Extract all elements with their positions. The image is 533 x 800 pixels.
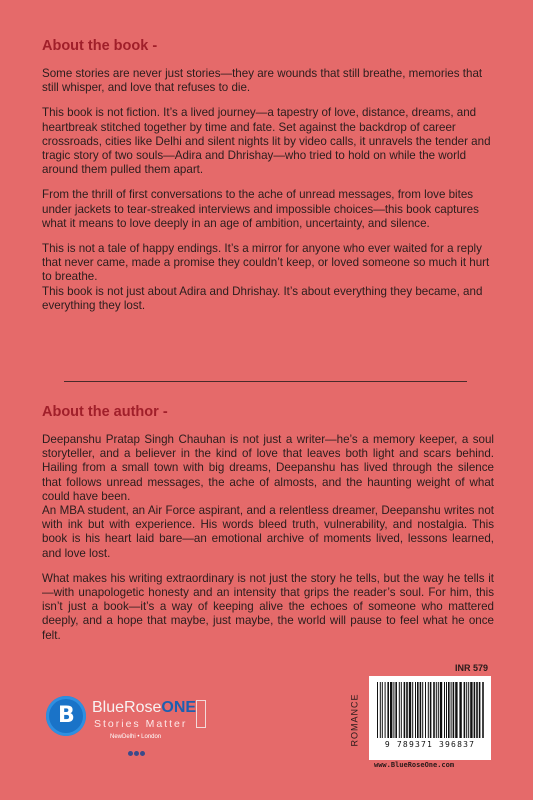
facebook-icon bbox=[134, 751, 139, 756]
book-paragraph-4: This is not a tale of happy endings. It’s a mirror for anyone who ever waited for a reply that never came, made a promise they couldn’t keep, or loved someone so much it hurt to breathe. bbox=[42, 242, 490, 284]
genre-label bbox=[348, 680, 360, 760]
book-paragraph-3: From the thrill of first conversations to the ache of unread messages, from love bites under jackets to tear-streaked interviews and impossible choices—this book captures what it means to love deeply in an age of ambition, uncertainty, and silence. bbox=[42, 188, 479, 230]
barcode-bar bbox=[399, 682, 400, 738]
barcode-bar bbox=[422, 682, 423, 738]
barcode-bar bbox=[474, 682, 476, 738]
barcode-bar bbox=[446, 682, 447, 738]
publisher-url: www.BlueRoseOne.com bbox=[374, 761, 455, 769]
barcode-bar bbox=[387, 682, 389, 738]
barcode-bar bbox=[459, 682, 461, 738]
barcode-bar bbox=[440, 682, 442, 738]
isbn-number: 9 789371 396837 bbox=[384, 740, 476, 749]
barcode-bar bbox=[479, 682, 481, 738]
barcode-bar bbox=[448, 682, 450, 738]
publisher-cities: NewDelhi • London bbox=[110, 734, 162, 740]
barcode-bar bbox=[451, 682, 452, 738]
barcode-bar bbox=[420, 682, 422, 738]
social-icons bbox=[128, 743, 146, 761]
author-paragraph-2: An MBA student, an Air Force aspirant, and a relentless dreamer, Deepanshu writes not with ink but with experience. His words bleed truth, vulnerability, and nostalgia. This book is his heart laid bare—an emotional archive of moments lived, lessons learned, and love lost. bbox=[42, 504, 494, 560]
barcode-bar bbox=[401, 682, 402, 738]
section-divider bbox=[64, 381, 467, 382]
book-paragraph-2: This book is not fiction. It’s a lived journey—a tapestry of love, distance, dreams, and heartbreak stitched together by time and fate. Set against the backdrop of career crossroads, cities like Delhi and silent nights lit by video calls, it unravels the tender and tragic story of two souls—Adira and Dhrishay—who tried to hold on while the world around them pulled them apart. bbox=[42, 106, 491, 177]
barcode-bar bbox=[425, 682, 426, 738]
publisher-name-accent: ONE bbox=[161, 699, 197, 716]
price-label: INR 579 bbox=[455, 663, 489, 673]
barcode-bar bbox=[438, 682, 439, 738]
barcode-bar bbox=[415, 682, 416, 738]
barcode-bar bbox=[455, 682, 457, 738]
barcode-bar bbox=[444, 682, 445, 738]
about-author-section bbox=[42, 404, 494, 643]
barcode-bar bbox=[377, 682, 378, 738]
x-icon bbox=[140, 751, 145, 756]
barcode-bar bbox=[417, 682, 419, 738]
publisher-name-main: BlueRose bbox=[92, 699, 162, 716]
barcode-bar bbox=[433, 682, 435, 738]
barcode-bar bbox=[412, 682, 413, 738]
isbn-barcode bbox=[375, 682, 485, 738]
barcode-bar bbox=[464, 682, 466, 738]
barcode-bar bbox=[468, 682, 469, 738]
about-book-section bbox=[42, 38, 494, 313]
book-paragraph-5: This book is not just about Adira and Dhrishay. It’s about everything they became, and everything they lost. bbox=[42, 284, 483, 312]
publisher-logo bbox=[46, 696, 276, 776]
logo-letter: B bbox=[58, 703, 75, 728]
barcode-bar bbox=[466, 682, 467, 738]
barcode-bar bbox=[382, 682, 383, 738]
barcode-bar bbox=[404, 682, 406, 738]
genre-text: ROMANCE bbox=[349, 693, 360, 747]
barcode-bar bbox=[380, 682, 381, 738]
barcode-bar bbox=[428, 682, 429, 738]
barcode-bar bbox=[390, 682, 392, 738]
barcode-bar bbox=[436, 682, 437, 738]
publisher-name bbox=[92, 699, 196, 717]
barcode-bar bbox=[453, 682, 455, 738]
barcode-bar bbox=[470, 682, 472, 738]
logo-b-icon bbox=[46, 696, 86, 736]
author-paragraph-1: Deepanshu Pratap Singh Chauhan is not just a writer—he’s a memory keeper, a soul storyteller, and a believer in the kind of love that leaves both light and scars behind. Hailing from a small town with big dreams, Deepanshu has lived through the silence that follows unread messages, the ache of almosts, and the haunting weight of what could have been. bbox=[42, 433, 494, 503]
barcode-bar bbox=[393, 682, 394, 738]
barcode-bar bbox=[476, 682, 478, 738]
barcode-bar bbox=[430, 682, 432, 738]
barcode-bar bbox=[482, 682, 484, 738]
barcode-bar bbox=[395, 682, 397, 738]
publisher-tagline: Stories Matter bbox=[94, 718, 188, 730]
about-author-heading: About the author - bbox=[42, 404, 168, 420]
barcode-bar bbox=[409, 682, 411, 738]
book-paragraph-1: Some stories are never just stories—they are wounds that still breathe, memories that still whisper, and love that refuses to die. bbox=[42, 67, 483, 95]
instagram-icon bbox=[128, 751, 133, 756]
barcode-bar bbox=[406, 682, 408, 738]
logo-side-box bbox=[196, 700, 206, 728]
barcode-box bbox=[369, 676, 491, 760]
about-book-heading: About the book - bbox=[42, 38, 158, 54]
barcode-bar bbox=[385, 682, 386, 738]
author-paragraph-3: What makes his writing extraordinary is not just the story he tells, but the way he tells it—with unapologetic honesty and an intensity that grips the reader’s soul. For him, this isn’t just a book—it’s a way of keeping alive the echoes of someone who mattered deeply, and a hope that maybe, just maybe, the world will pause to feel what he once felt. bbox=[42, 571, 494, 642]
